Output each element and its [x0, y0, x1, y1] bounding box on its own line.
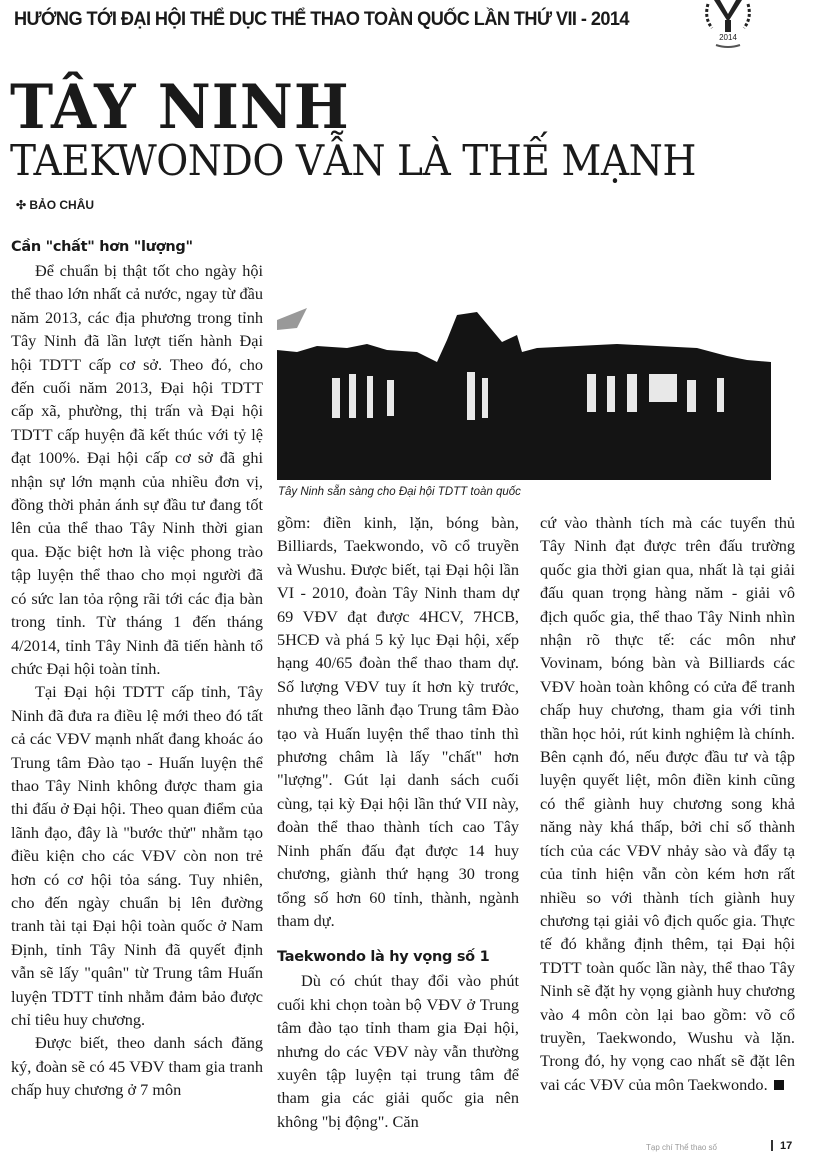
- section-kicker: HƯỚNG TỚI ĐẠI HỘI THỂ DỤC THỂ THAO TOÀN QUỐC LẦN THỨ VII - 2014: [14, 8, 629, 30]
- article-subtitle: TAEKWONDO VẪN LÀ THẾ MẠNH: [10, 136, 696, 185]
- end-of-article-mark: [774, 1080, 784, 1090]
- publication-name: Tạp chí Thể thao số: [646, 1143, 718, 1152]
- author-byline: ✣ BẢO CHÂU: [16, 198, 95, 212]
- section-heading: Cần "chất" hơn "lượng": [11, 239, 193, 255]
- article-column-1: [11, 236, 263, 1102]
- paragraph: [540, 511, 795, 1096]
- photo-caption: Tây Ninh sẵn sàng cho Đại hội TDTT toàn quốc: [278, 486, 521, 498]
- games-logo: [700, 0, 756, 48]
- article-column-3: [540, 511, 795, 1096]
- footer-divider: [771, 1140, 773, 1151]
- paragraph-text: cứ vào thành tích mà các tuyển thủ Tây Ninh đạt được trên đấu trường quốc gia thời gian qua, nhất là tại giải đấu quan trọng hàng năm - giải vô địch quốc gia, thể thao Tây Ninh nhìn nhận rõ thực tế: các môn như Vovinam, bóng bàn và Billiards các VĐV hoàn toàn không có cửa để tranh chấp huy chương, tham gia với tinh thần học hỏi, rút kinh nghiệm là chính. Bên cạnh đó, nếu được đầu tư và tập luyện quyết liệt, môn điền kinh cũng có thể giành huy chương song khả năng này khá thấp, bởi chỉ số thành tích của các VĐV nhảy sào và đẩy tạ của tỉnh hiện vẫn còn kém hơn rất nhiều so với thành tích giành huy chương tại giải vô địch quốc gia. Thực tế đó khẳng định thêm, tại Đại hội TDTT toàn quốc lần này, thể thao Tây Ninh sẽ đặt hy vọng giành huy chương vào 4 môn còn lại bao gồm: võ cổ truyền, Taekwondo, Wushu và lặn. Trong đó, hy vọng cao nhất sẽ đặt lên vai các VĐV của môn Taekwondo.: [540, 513, 795, 1094]
- article-column-2: [277, 511, 519, 1133]
- paragraph: Tại Đại hội TDTT cấp tỉnh, Tây Ninh đã đưa ra điều lệ mới theo đó tất cả các VĐV mạnh nhất đang khoác áo Trung tâm Đào tạo - Huấn luyện thể thao Tây Ninh không được tham gia thi đấu ở Đại hội. Theo quan điểm của lãnh đạo, đây là "bước thử" nhằm tạo điều kiện cho các VĐV còn non trẻ hơn có cơ hội tỏa sáng. Tuy nhiên, cho đến ngày chuẩn bị lên đường tranh tài tại Đại hội toàn quốc ở Nam Định, tỉnh Tây Ninh đã quyết định vẫn sẽ lấy "quân" từ Trung tâm Huấn luyện TDTT tỉnh nhằm đảm bảo được chỉ tiêu huy chương.: [11, 682, 263, 1029]
- logo-year: 2014: [719, 33, 737, 42]
- paragraph: Được biết, theo danh sách đăng ký, đoàn sẽ có 45 VĐV tham gia tranh chấp huy chương ở 7 môn: [11, 1033, 263, 1100]
- article-title: TÂY NINH: [10, 71, 350, 143]
- paragraph: Để chuẩn bị thật tốt cho ngày hội thể thao lớn nhất cả nước, ngay từ đầu năm 2013, các địa phương trong tỉnh Tây Ninh đã lần lượt tiến hành Đại hội TDTT cấp cơ sở. Theo đó, cho đến cuối năm 2013, Đại hội TDTT cấp xã, phường, thị trấn và Đại hội TDTT cấp huyện đã kết thúc với tỷ lệ đạt 100%. Đại hội cấp cơ sở đã ghi nhận sự lớn mạnh của nhiều đơn vị, đồng thời phản ánh sự đầu tư đang tốt lên của thể thao Tây Ninh thời gian qua. Đặc biệt hơn là việc phong trào tập luyện thể thao cho mọi người đã có sức lan tỏa rộng rãi tới các địa bàn trong tỉnh. Từ tháng 1 đến tháng 4/2014, tỉnh Tây Ninh đã tiến hành tổ chức Đại hội toàn tỉnh.: [11, 261, 263, 678]
- paragraph: Dù có chút thay đổi vào phút cuối khi chọn toàn bộ VĐV ở Trung tâm đào tạo tỉnh tham gia Đại hội, nhưng do các VĐV này vẫn thường xuyên tập luyện tại trung tâm để tham gia các giải quốc gia nên không "bị động". Căn: [277, 971, 519, 1131]
- page-number: 17: [780, 1140, 793, 1152]
- section-heading: Taekwondo là hy vọng số 1: [277, 949, 490, 966]
- paragraph: gồm: điền kinh, lặn, bóng bàn, Billiards, Taekwondo, võ cổ truyền và Wushu. Được biết, tại Đại hội lần VI - 2010, đoàn Tây Ninh tham dự 69 VĐV đạt được 4HCV, 7HCB, 5HCĐ và phá 5 kỷ lục Đại hội, xếp hạng 40/65 đoàn thể thao tham dự. Số lượng VĐV tuy ít hơn kỳ trước, nhưng theo lãnh đạo Trung tâm Đào tạo và Huấn luyện thể thao tỉnh thì phương châm là lấy "chất" hơn "lượng". Gút lại danh sách cuối cùng, tại kỳ Đại hội lần thứ VII này, đoàn thể thao thành tích cao Tây Ninh phấn đấu đạt được 14 huy chương, giành thứ hạng 30 trong tổng số hơn 60 tỉnh, thành, ngành tham dự.: [277, 513, 519, 930]
- team-photo: [277, 300, 771, 480]
